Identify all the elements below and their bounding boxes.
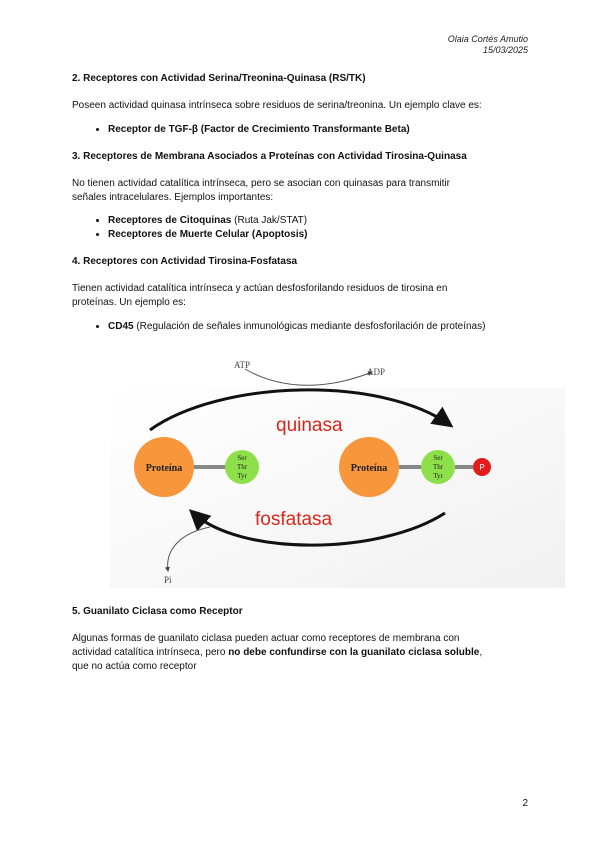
page-header [448,34,528,56]
residue-ser: Ser [433,454,443,462]
date: 15/03/2025 [482,45,528,55]
residue-thr: Thr [236,463,248,471]
list-item-rest: (Ruta Jak/STAT) [231,215,308,226]
section-4-paragraph [72,282,532,310]
list-item [108,320,532,334]
paragraph-bold: no debe confundirse con la guanilato ciclasa soluble [228,647,480,658]
paragraph-punctuation: , [479,647,483,658]
pi-label: Pi [164,575,172,585]
protein-left-label: Proteína [145,463,183,474]
paragraph-line: Algunas formas de guanilato ciclasa pueden actuar como receptores de membrana con [72,633,460,644]
section-3-paragraph [72,177,532,205]
section-5 [72,605,532,674]
protein-right-label: Proteína [350,463,388,474]
list-item: • Receptores de Muerte Celular (Apoptosis) [108,228,532,242]
section-3-title: 3. Receptores de Membrana Asociados a Proteínas con Actividad Tirosina-Quinasa [72,151,467,162]
page-number: 2 [522,798,528,809]
adp-label: ADP [367,367,386,377]
author-name: Olaia Cortés Amutio [447,34,528,44]
document-body [72,72,532,334]
atp-label: ATP [234,360,251,370]
residue-tyr: Tyr [433,472,443,480]
paragraph-line: No tienen actividad catalítica intrínseca, pero se asocian con quinasas para transmitir [72,178,450,189]
residue-ser: Ser [237,454,247,462]
list-item-rest: (Regulación de señales inmunológicas mediante desfosforilación de proteínas) [133,321,486,332]
paragraph-line: que no actúa como receptor [72,661,197,672]
section-2-list [72,123,532,137]
phosphate-label: P [479,463,485,472]
phosphate-connector [455,465,473,469]
list-item: • Receptor de TGF-β (Factor de Crecimiento Transformante Beta) [108,123,532,137]
kinase-phosphatase-diagram [110,355,565,588]
quinasa-label: quinasa [276,415,343,436]
residue-thr: Thr [432,463,444,471]
paragraph-line: señales intracelulares. Ejemplos importantes: [72,192,274,203]
paragraph-line: Tienen actividad catalítica intrínseca y actúan desfosforilando residuos de tirosina en [72,283,448,294]
section-4-title: 4. Receptores con Actividad Tirosina-Fosfatasa [72,256,298,267]
list-item-bold: Receptores de Citoquinas [108,215,232,226]
section-5-title: 5. Guanilato Ciclasa como Receptor [72,606,243,617]
paragraph-line: proteínas. Un ejemplo es: [72,297,186,308]
residue-tyr: Tyr [237,472,247,480]
section-3-list [72,214,532,242]
fosfatasa-label: fosfatasa [255,509,333,530]
atp-adp-arrow [245,369,372,385]
list-item [108,214,532,228]
section-4-list [72,320,532,334]
paragraph-line: actividad catalítica intrínseca, pero [72,647,229,658]
section-2-paragraph: Poseen actividad quinasa intrínseca sobre residuos de serina/treonina. Un ejemplo clave es: [72,100,482,111]
list-item-bold: CD45 [108,321,134,332]
section-5-paragraph [72,632,532,674]
section-2-title: 2. Receptores con Actividad Serina/Treonina-Quinasa (RS/TK) [72,73,366,84]
